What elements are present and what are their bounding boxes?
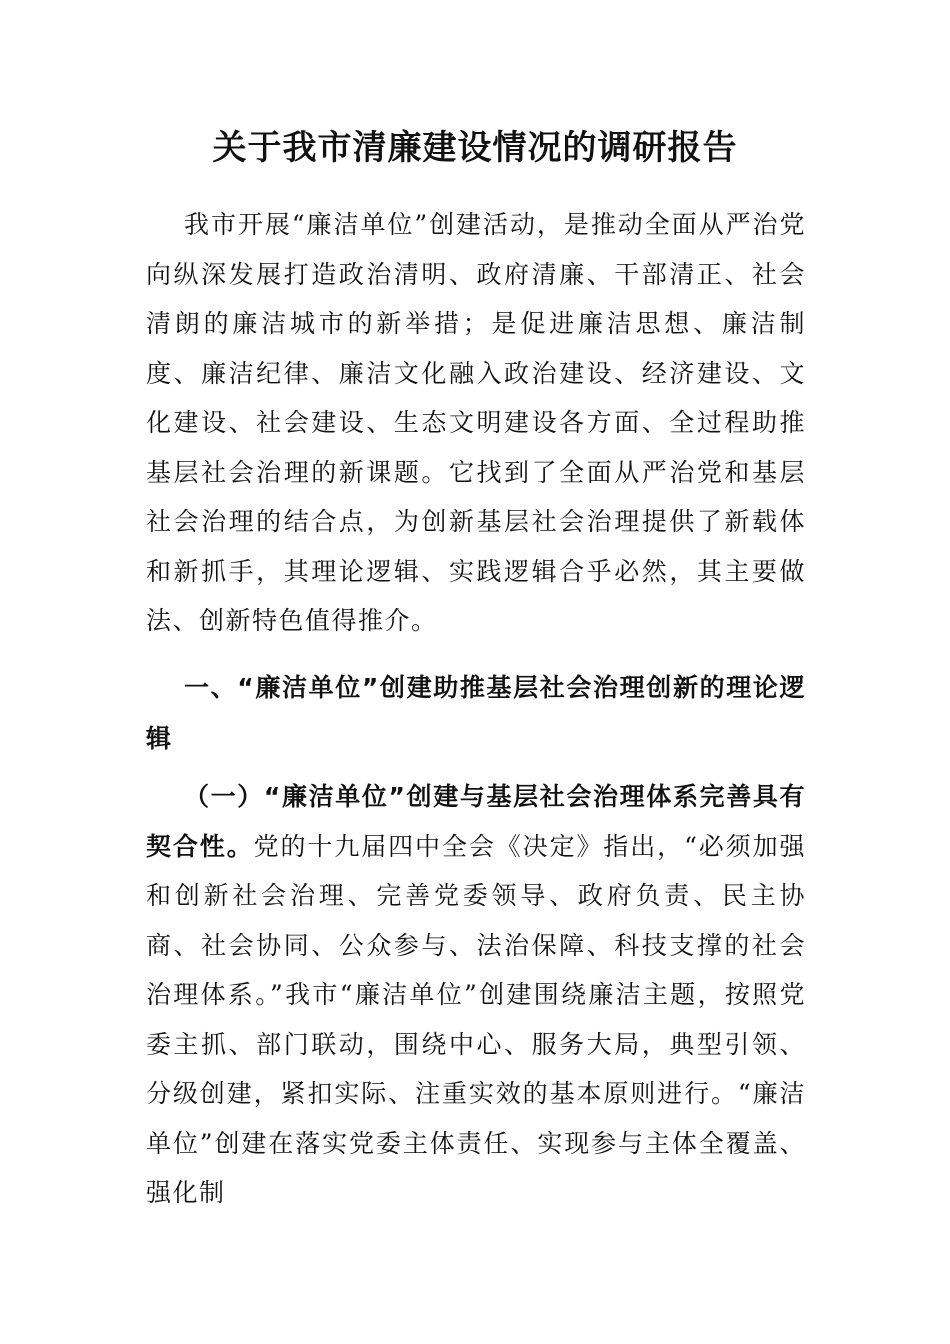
subsection-lead: （一）“廉洁单位”创建与基层社会治理体系完善具有契合性。: [146, 782, 806, 861]
document-title: 关于我市清廉建设情况的调研报告: [212, 128, 738, 168]
section-heading: 一、“廉洁单位”创建助推基层社会治理创新的理论逻辑: [146, 673, 806, 753]
subsection-body: 党的十九届四中全会《决定》指出，“必须加强和创新社会治理、完善党委领导、政府负责、民主协商、社会协同、公众参与、法治保障、科技支撑的社会治理体系。”我市“廉洁单位”创建围绕廉洁主题，按照党委主抓、部门联动，围绕中心、服务大局，典型引领、分级创建，紧扣实际、注重实效的基本原则进行。“廉洁单位”创建在落实党委主体责任、实现参与主体全覆盖、强化制: [146, 831, 806, 1207]
subsection-paragraph: [146, 772, 806, 1218]
intro-paragraph: 我市开展“廉洁单位”创建活动，是推动全面从严治党向纵深发展打造政治清明、政府清廉、干部清正、社会清朗的廉洁城市的新举措；是促进廉洁思想、廉洁制度、廉洁纪律、廉洁文化融入政治建设、经济建设、文化建设、社会建设、生态文明建设各方面、全过程助推基层社会治理的新课题。它找到了全面从严治党和基层社会治理的结合点，为创新基层社会治理提供了新载体和新抓手，其理论逻辑、实践逻辑合乎必然，其主要做法、创新特色值得推介。: [146, 210, 806, 635]
